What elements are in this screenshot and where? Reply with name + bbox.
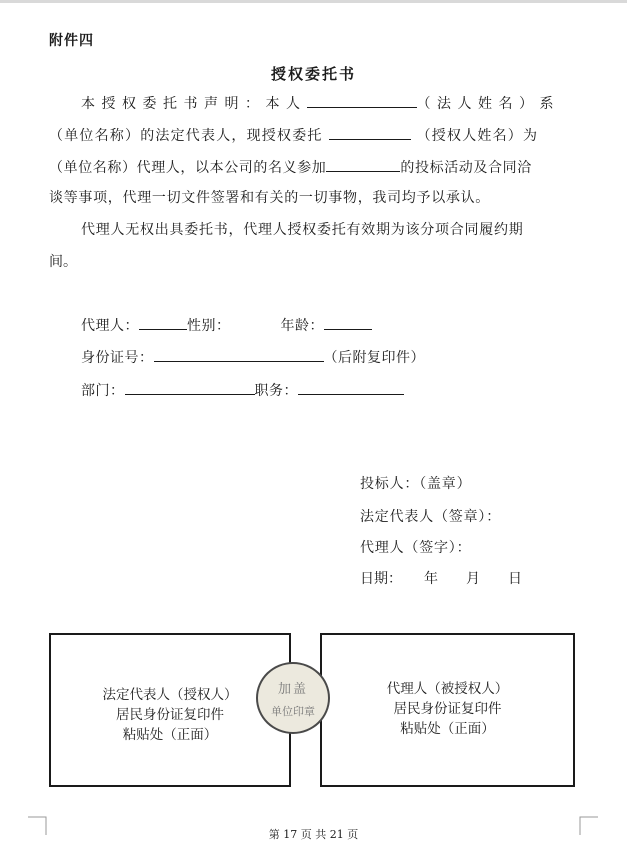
para1-line3 — [49, 156, 532, 178]
id-number-label: 身份证号： — [81, 350, 154, 366]
legal-rep-box-line2: 居民身份证复印件 — [116, 707, 224, 723]
para1-line2 — [49, 124, 538, 146]
year-label: 年 — [424, 571, 438, 587]
legal-rep-id-box — [49, 633, 291, 787]
dept-position-row — [81, 379, 404, 401]
dept-label: 部门： — [81, 383, 125, 399]
seal-text-line2: 单位印章 — [271, 705, 315, 718]
id-number-row — [81, 346, 425, 368]
para1-line3-text-b: 的投标活动及合同洽 — [400, 160, 532, 176]
agent-box-line1: 代理人（被授权人） — [386, 681, 509, 697]
agent-signature: 代理人（签字）： — [360, 540, 472, 556]
para2-line1: 代理人无权出具委托书，代理人授权委托有效期为该分项合同履约期 — [81, 222, 524, 238]
age-blank[interactable] — [324, 314, 372, 330]
para2-line2: 间。 — [49, 254, 77, 270]
gender-label: 性别： — [187, 318, 231, 334]
agent-id-box — [320, 633, 575, 787]
agent-name-blank[interactable] — [329, 124, 411, 140]
legal-rep-signature: 法定代表人（签章）： — [360, 509, 501, 525]
dept-blank[interactable] — [125, 379, 255, 395]
id-copy-note: （后附复印件） — [323, 350, 425, 366]
seal-text-line1: 加盖 — [277, 682, 308, 697]
page-footer: 第 17 页 共 21 页 — [268, 828, 359, 841]
legal-name-blank[interactable] — [307, 92, 417, 108]
legal-rep-box-line3: 粘贴处（正面） — [122, 727, 218, 743]
para1-line4: 谈等事项，代理一切文件签署和有关的一切事物，我司均予以承认。 — [49, 190, 490, 206]
para1-text-b: （法人姓名）系 — [416, 96, 560, 112]
attachment-label: 附件四 — [49, 33, 94, 49]
para1-text-a: 本授权委托书声明：本人 — [81, 96, 307, 112]
company-seal-circle — [256, 662, 330, 734]
id-number-blank[interactable] — [154, 346, 324, 362]
date-label: 日期： — [360, 571, 402, 587]
legal-rep-box-line1: 法定代表人（授权人） — [102, 687, 238, 703]
date-row — [360, 568, 522, 590]
document-title: 授权委托书 — [270, 65, 356, 83]
para1-line1 — [81, 92, 560, 114]
agent-box-line3: 粘贴处（正面） — [400, 721, 495, 737]
agent-info-row — [81, 314, 372, 336]
top-border-line — [0, 0, 627, 3]
agent-blank[interactable] — [139, 314, 187, 330]
para1-line2-text-a: （单位名称）的法定代表人，现授权委托 — [49, 128, 323, 144]
project-blank[interactable] — [326, 156, 400, 172]
position-blank[interactable] — [298, 379, 404, 395]
month-label: 月 — [466, 571, 480, 587]
para1-line2-text-b: （授权人姓名）为 — [416, 128, 539, 144]
agent-box-line2: 居民身份证复印件 — [393, 701, 502, 717]
age-label: 年龄： — [280, 318, 324, 334]
position-label: 职务： — [254, 383, 298, 399]
bidder-seal: 投标人：（盖章） — [360, 476, 472, 492]
agent-label: 代理人： — [81, 318, 139, 334]
para1-line3-text-a: （单位名称）代理人，以本公司的名义参加 — [49, 160, 327, 176]
day-label: 日 — [508, 571, 522, 587]
